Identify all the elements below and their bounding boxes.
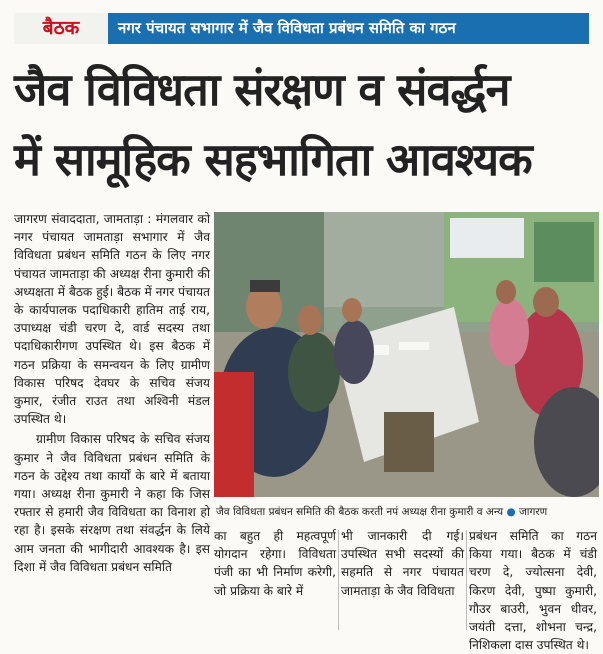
section-banner	[14, 13, 589, 44]
photo-credit: जागरण	[518, 506, 548, 518]
headline-line-2: में सामूहिक सहभागिता आवश्यक	[14, 133, 532, 186]
headline-line-1: जैव विविधता संरक्षण व संवर्द्धन	[14, 63, 510, 116]
article-column-3: भी जानकारी दी गई। उपस्थित सभी सदस्यों की सहमति से नगर पंचायत जामताड़ा के जैव विविधता	[341, 529, 464, 598]
photo-caption	[216, 505, 598, 519]
column-divider	[466, 530, 467, 630]
article-column-4: प्रबंधन समिति का गठन किया गया। बैठक में चंडी चरण दे, ज्योत्सना देवी, किरण देवी, पुष्पा कुमारी, गौउर बाउरी, भुवन धीवर, जयंती दत्ता, शोभना चन्द्र, निशिकला दास उपस्थित थे।	[469, 529, 597, 653]
article-paragraph-1: जागरण संवाददाता, जामताड़ा : मंगलवार को नगर पंचायत जामताड़ा सभागार में जैव विविधता प्रबंधन समिति गठन के लिए नगर पंचायत जामताड़ा की अध्यक्ष रीना कुमारी की अध्यक्षता में बैठक हुई। बैठक में नगर पंचायत के कार्यपालक पदाधिकारी हातिम ताई राय, उपाध्यक्ष चंडी चरण दे, वार्ड सदस्य तथा पदाधिकारीगण उपस्थित थे। इस बैठक में गठन प्रक्रिया के समन्वयन के लिए ग्रामीण विकास परिषद देवघर के सचिव संजय कुमार, रंजीत राउत तथा अश्विनी मंडल उपस्थित थे।	[14, 212, 210, 427]
article-column-2: का बहुत ही महत्वपूर्ण योगदान रहेगा। विविधता पंजी का भी निर्माण करेगी, जो प्रक्रिया के बारे में	[214, 529, 336, 598]
banner-kicker: नगर पंचायत सभागार में जैव विविधता प्रबंधन समिति का गठन	[118, 19, 456, 37]
caption-text: जैव विविधता प्रबंधन समिति की बैठक करती नपं अध्यक्ष रीना कुमारी व अन्य	[216, 506, 504, 518]
section-tag: बैठक	[14, 13, 108, 44]
meeting-photo-image	[214, 212, 599, 497]
news-photo	[214, 212, 599, 497]
article-column-left	[14, 210, 210, 576]
bullet-icon: ●	[506, 506, 516, 518]
column-divider	[338, 530, 339, 630]
article-paragraph-2: ग्रामीण विकास परिषद के सचिव संजय कुमार ने जैव विविधता प्रबंधन समिति के गठन के उद्देश्य तथा कार्यों के बारे में बताया गया। अध्यक्ष रीना कुमारी ने कहा कि जिस रफ्तार से हमारी जैव विविधता का विनाश हो रहा है। इसके संरक्षण तथा संवर्द्धन के लिये आम जनता की भागीदारी आवश्यक है। इस दिशा में जैव विविधता प्रबंधन समिति	[14, 432, 210, 574]
